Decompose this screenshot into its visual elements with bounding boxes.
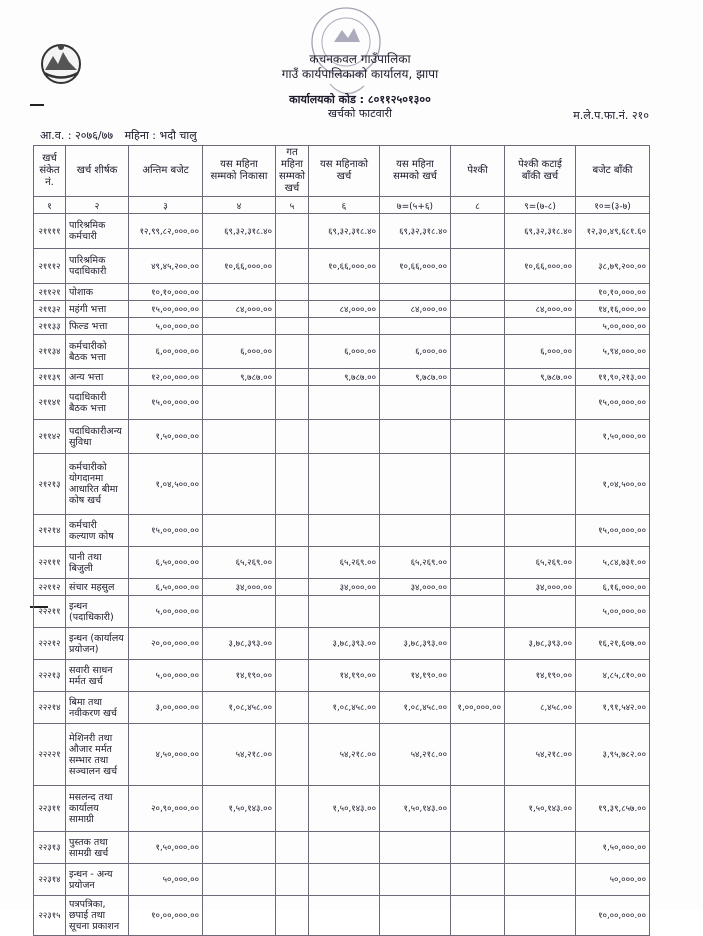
amount-cell bbox=[451, 547, 505, 579]
amount-cell: १४,१९०.०० bbox=[380, 660, 451, 692]
col-header: यस महिनाको खर्च bbox=[309, 146, 380, 197]
amount-cell bbox=[451, 369, 505, 386]
amount-cell bbox=[203, 454, 276, 515]
table-row bbox=[34, 596, 650, 628]
amount-cell bbox=[451, 786, 505, 832]
amount-cell bbox=[203, 386, 276, 420]
table-row bbox=[34, 284, 650, 301]
expense-title-cell: सवारी साधन मर्मत खर्च bbox=[66, 660, 129, 692]
amount-cell: १४,१६,०००.०० bbox=[576, 301, 650, 318]
amount-cell bbox=[380, 864, 451, 896]
amount-cell: १५,००,०००.०० bbox=[576, 515, 650, 547]
table-row bbox=[34, 832, 650, 864]
amount-cell bbox=[276, 454, 309, 515]
amount-cell: ४,५०,०००.०० bbox=[129, 724, 203, 786]
expense-title-cell: इन्धन (कार्यालय प्रयोजन) bbox=[66, 628, 129, 660]
amount-cell bbox=[451, 284, 505, 301]
amount-cell bbox=[505, 284, 576, 301]
expense-code-cell: २२२१४ bbox=[34, 692, 66, 724]
table-header-row bbox=[34, 146, 650, 197]
amount-cell: १५,००,०००.०० bbox=[129, 386, 203, 420]
amount-cell: १,५०,०००.०० bbox=[576, 420, 650, 454]
amount-cell bbox=[309, 318, 380, 335]
amount-cell bbox=[276, 301, 309, 318]
amount-cell bbox=[276, 369, 309, 386]
amount-cell bbox=[203, 596, 276, 628]
expense-title-cell: मसलन्द तथा कार्यालय सामाग्री bbox=[66, 786, 129, 832]
amount-cell bbox=[276, 284, 309, 301]
col-header: खर्च संकेत नं. bbox=[34, 146, 66, 197]
amount-cell: १,९१,५४२.०० bbox=[576, 692, 650, 724]
expense-code-cell: २२२११ bbox=[34, 596, 66, 628]
amount-cell bbox=[203, 832, 276, 864]
col-header: अन्तिम बजेट bbox=[129, 146, 203, 197]
table-row bbox=[34, 335, 650, 369]
amount-cell: ८४,०००.०० bbox=[203, 301, 276, 318]
amount-cell: १०,६६,०००.०० bbox=[203, 249, 276, 284]
amount-cell: ६५,२६९.०० bbox=[203, 547, 276, 579]
expense-title-cell: महंगी भत्ता bbox=[66, 301, 129, 318]
amount-cell bbox=[451, 420, 505, 454]
amount-cell bbox=[451, 249, 505, 284]
amount-cell: ३४,०००.०० bbox=[505, 579, 576, 596]
expense-title-cell: पोशाक bbox=[66, 284, 129, 301]
amount-cell: १,०८,४५८.०० bbox=[309, 692, 380, 724]
amount-cell bbox=[276, 660, 309, 692]
expense-title-cell: कर्मचारीको बैठक भत्ता bbox=[66, 335, 129, 369]
amount-cell bbox=[380, 318, 451, 335]
amount-cell: ९,७८७.०० bbox=[203, 369, 276, 386]
amount-cell bbox=[451, 579, 505, 596]
amount-cell: ५,८४,७३१.०० bbox=[576, 547, 650, 579]
col-header: पेश्की bbox=[451, 146, 505, 197]
amount-cell bbox=[309, 832, 380, 864]
amount-cell: १०,१०,०००.०० bbox=[129, 284, 203, 301]
amount-cell: २०,९०,०००.०० bbox=[129, 786, 203, 832]
column-index: १ bbox=[34, 197, 66, 214]
amount-cell: ६,५०,०००.०० bbox=[129, 547, 203, 579]
amount-cell bbox=[203, 420, 276, 454]
table-row bbox=[34, 249, 650, 284]
column-index: ४ bbox=[203, 197, 276, 214]
amount-cell: ३,७८,३९३.०० bbox=[203, 628, 276, 660]
amount-cell bbox=[505, 515, 576, 547]
amount-cell: १,५०,१४३.०० bbox=[309, 786, 380, 832]
amount-cell: ६९,३२,३१८.४० bbox=[505, 214, 576, 249]
column-index: २ bbox=[66, 197, 129, 214]
amount-cell bbox=[203, 515, 276, 547]
amount-cell: ६,५०,०००.०० bbox=[129, 579, 203, 596]
expense-title-cell: इन्धन (पदाधिकारी) bbox=[66, 596, 129, 628]
amount-cell: ४९,४५,२००.०० bbox=[129, 249, 203, 284]
amount-cell: ५०,०००.०० bbox=[576, 864, 650, 896]
amount-cell: १,५०,०००.०० bbox=[129, 832, 203, 864]
col-header: खर्च शीर्षक bbox=[66, 146, 129, 197]
amount-cell bbox=[203, 284, 276, 301]
amount-cell: ६,००,०००.०० bbox=[129, 335, 203, 369]
amount-cell bbox=[203, 318, 276, 335]
expense-code-cell: २११११ bbox=[34, 214, 66, 249]
amount-cell: ८४,०००.०० bbox=[380, 301, 451, 318]
expense-title-cell: अन्य भत्ता bbox=[66, 369, 129, 386]
amount-cell bbox=[380, 454, 451, 515]
table-row bbox=[34, 386, 650, 420]
amount-cell: १०,६६,०००.०० bbox=[505, 249, 576, 284]
nepal-emblem-logo bbox=[36, 42, 86, 86]
table-body bbox=[34, 214, 650, 936]
expense-title-cell: पदाधिकारी बैठक भत्ता bbox=[66, 386, 129, 420]
col-header: पेश्की कटाई बाँकी खर्च bbox=[505, 146, 576, 197]
amount-cell bbox=[276, 547, 309, 579]
amount-cell: ५,९४,०००.०० bbox=[576, 335, 650, 369]
amount-cell: १०,००,०००.०० bbox=[129, 896, 203, 936]
amount-cell bbox=[505, 318, 576, 335]
office-name: गाउँ कार्यपालिकाको कार्यालय, झापा bbox=[281, 67, 439, 81]
expense-table bbox=[33, 145, 650, 936]
amount-cell: ९,७८७.०० bbox=[505, 369, 576, 386]
expense-code-cell: २२२१३ bbox=[34, 660, 66, 692]
table-row bbox=[34, 301, 650, 318]
amount-cell bbox=[380, 896, 451, 936]
amount-cell bbox=[380, 284, 451, 301]
amount-cell: १,०८,४५८.०० bbox=[380, 692, 451, 724]
amount-cell bbox=[276, 786, 309, 832]
amount-cell bbox=[276, 579, 309, 596]
amount-cell: १४,१९०.०० bbox=[203, 660, 276, 692]
amount-cell bbox=[309, 420, 380, 454]
expense-code-cell: २११२१ bbox=[34, 284, 66, 301]
amount-cell bbox=[276, 896, 309, 936]
table-row bbox=[34, 454, 650, 515]
amount-cell: ८,४५८.०० bbox=[505, 692, 576, 724]
table-row bbox=[34, 786, 650, 832]
col-header: यस महिना सम्मको निकासा bbox=[203, 146, 276, 197]
amount-cell bbox=[276, 335, 309, 369]
amount-cell bbox=[276, 214, 309, 249]
report-month: महिना : भदौ चालु bbox=[124, 129, 197, 142]
amount-cell: ६,०००.०० bbox=[309, 335, 380, 369]
amount-cell: ६५,२६९.०० bbox=[309, 547, 380, 579]
amount-cell bbox=[309, 284, 380, 301]
expense-code-cell: २११३३ bbox=[34, 318, 66, 335]
expense-code-cell: २२२१२ bbox=[34, 628, 66, 660]
table-row bbox=[34, 660, 650, 692]
amount-cell: ६५,२६९.०० bbox=[380, 547, 451, 579]
amount-cell bbox=[451, 515, 505, 547]
table-row bbox=[34, 724, 650, 786]
table-row bbox=[34, 214, 650, 249]
amount-cell: १५,००,०००.०० bbox=[129, 301, 203, 318]
amount-cell bbox=[451, 724, 505, 786]
amount-cell bbox=[451, 386, 505, 420]
amount-cell bbox=[505, 420, 576, 454]
expense-code-cell: २२११२ bbox=[34, 579, 66, 596]
amount-cell: ५,००,०००.०० bbox=[129, 660, 203, 692]
amount-cell: ५,००,०००.०० bbox=[129, 596, 203, 628]
amount-cell: ३४,०००.०० bbox=[380, 579, 451, 596]
amount-cell: १,०८,४५८.०० bbox=[203, 692, 276, 724]
expense-code-cell: २११४२ bbox=[34, 420, 66, 454]
amount-cell: १५,००,०००.०० bbox=[576, 386, 650, 420]
column-index: ७=(५+६) bbox=[380, 197, 451, 214]
expense-title-cell: कर्मचारीको योगदानमा आधारित बीमा कोष खर्च bbox=[66, 454, 129, 515]
amount-cell bbox=[451, 660, 505, 692]
amount-cell: १०,६६,०००.०० bbox=[309, 249, 380, 284]
amount-cell bbox=[276, 596, 309, 628]
col-header: यस महिना सम्मको खर्च bbox=[380, 146, 451, 197]
expense-title-cell: फिल्ड भत्ता bbox=[66, 318, 129, 335]
expense-title-cell: पुस्तक तथा सामग्री खर्च bbox=[66, 832, 129, 864]
col-header: गत महिना सम्मको खर्च bbox=[276, 146, 309, 197]
amount-cell bbox=[505, 864, 576, 896]
expense-code-cell: २११३४ bbox=[34, 335, 66, 369]
amount-cell bbox=[276, 420, 309, 454]
amount-cell bbox=[451, 896, 505, 936]
amount-cell bbox=[276, 515, 309, 547]
amount-cell: ६९,३२,३१८.४० bbox=[203, 214, 276, 249]
amount-cell bbox=[276, 692, 309, 724]
amount-cell: ५४,२१८.०० bbox=[309, 724, 380, 786]
amount-cell: ३८,७९,२००.०० bbox=[576, 249, 650, 284]
table-row bbox=[34, 579, 650, 596]
amount-cell bbox=[276, 724, 309, 786]
amount-cell: ८४,०००.०० bbox=[505, 301, 576, 318]
table-row bbox=[34, 420, 650, 454]
amount-cell: ६,०००.०० bbox=[505, 335, 576, 369]
column-index: १०=(३-७) bbox=[576, 197, 650, 214]
amount-cell bbox=[505, 596, 576, 628]
expense-code-cell: २११४१ bbox=[34, 386, 66, 420]
amount-cell bbox=[309, 896, 380, 936]
column-index: ३ bbox=[129, 197, 203, 214]
expense-code-cell: २११३९ bbox=[34, 369, 66, 386]
amount-cell: १२,००,०००.०० bbox=[129, 369, 203, 386]
report-title: खर्चको फाटवारी bbox=[328, 107, 392, 120]
form-reference: म.ले.प.फा.नं. २१० bbox=[573, 109, 649, 122]
amount-cell: ५,००,०००.०० bbox=[576, 596, 650, 628]
expense-code-cell: २११३२ bbox=[34, 301, 66, 318]
amount-cell bbox=[276, 386, 309, 420]
column-index: ८ bbox=[451, 197, 505, 214]
amount-cell: १६,२१,६०७.०० bbox=[576, 628, 650, 660]
expense-title-cell: पानी तथा बिजुली bbox=[66, 547, 129, 579]
column-index: ६ bbox=[309, 197, 380, 214]
amount-cell: ३,९५,७८२.०० bbox=[576, 724, 650, 786]
amount-cell bbox=[380, 515, 451, 547]
expense-title-cell: पारिश्रमिक कर्मचारी bbox=[66, 214, 129, 249]
amount-cell bbox=[309, 864, 380, 896]
column-index-row bbox=[34, 197, 650, 214]
margin-mark bbox=[30, 104, 44, 106]
expense-code-cell: २२३१५ bbox=[34, 896, 66, 936]
amount-cell: ६,१६,०००.०० bbox=[576, 579, 650, 596]
expense-title-cell: बिमा तथा नवीकरण खर्च bbox=[66, 692, 129, 724]
amount-cell: १२,३०,४९,६८१.६० bbox=[576, 214, 650, 249]
amount-cell: ६९,३२,३१८.४० bbox=[380, 214, 451, 249]
amount-cell: ६९,३२,३१८.४० bbox=[309, 214, 380, 249]
amount-cell: ५,००,०००.०० bbox=[129, 318, 203, 335]
amount-cell bbox=[380, 386, 451, 420]
expense-code-cell: २१२१४ bbox=[34, 515, 66, 547]
amount-cell bbox=[451, 864, 505, 896]
column-index: ९=(७-८) bbox=[505, 197, 576, 214]
amount-cell bbox=[451, 628, 505, 660]
amount-cell bbox=[451, 832, 505, 864]
expense-code-cell: २१११२ bbox=[34, 249, 66, 284]
amount-cell: ९,७८७.०० bbox=[380, 369, 451, 386]
expense-code-cell: २२३१३ bbox=[34, 832, 66, 864]
expense-code-cell: २२३११ bbox=[34, 786, 66, 832]
expense-title-cell: कर्मचारी कल्याण कोष bbox=[66, 515, 129, 547]
amount-cell: ४,८५,८१०.०० bbox=[576, 660, 650, 692]
amount-cell: १,००,०००.०० bbox=[451, 692, 505, 724]
expense-code-cell: २१२१३ bbox=[34, 454, 66, 515]
amount-cell: ५,००,०००.०० bbox=[576, 318, 650, 335]
amount-cell: १५,००,०००.०० bbox=[129, 515, 203, 547]
amount-cell bbox=[505, 386, 576, 420]
expense-code-cell: २२२२१ bbox=[34, 724, 66, 786]
amount-cell bbox=[451, 596, 505, 628]
amount-cell bbox=[203, 864, 276, 896]
amount-cell: ६,०००.०० bbox=[203, 335, 276, 369]
amount-cell bbox=[309, 386, 380, 420]
expense-title-cell: मेशिनरी तथा औजार मर्मत सम्भार तथा सञ्चालन खर्च bbox=[66, 724, 129, 786]
table-row bbox=[34, 369, 650, 386]
amount-cell: ३,७८,३९३.०० bbox=[505, 628, 576, 660]
fiscal-year: आ.व. : २०७६/७७ bbox=[40, 129, 114, 142]
amount-cell: १०,१०,०००.०० bbox=[576, 284, 650, 301]
amount-cell bbox=[276, 249, 309, 284]
amount-cell: १,०४,५००.०० bbox=[576, 454, 650, 515]
amount-cell: ९,७८७.०० bbox=[309, 369, 380, 386]
amount-cell bbox=[276, 864, 309, 896]
amount-cell: ३,७८,३९३.०० bbox=[380, 628, 451, 660]
expense-title-cell: पदाधिकारीअन्य सुविधा bbox=[66, 420, 129, 454]
table-row bbox=[34, 692, 650, 724]
amount-cell bbox=[309, 454, 380, 515]
amount-cell: ११,९०,२१३.०० bbox=[576, 369, 650, 386]
amount-cell: १२,९९,८२,०००.०० bbox=[129, 214, 203, 249]
amount-cell bbox=[380, 420, 451, 454]
amount-cell: ८४,०००.०० bbox=[309, 301, 380, 318]
amount-cell bbox=[203, 896, 276, 936]
amount-cell: १,५०,१४३.०० bbox=[203, 786, 276, 832]
amount-cell: १,५०,०००.०० bbox=[576, 832, 650, 864]
amount-cell: १०,००,०००.०० bbox=[576, 896, 650, 936]
amount-cell bbox=[309, 515, 380, 547]
table-row bbox=[34, 628, 650, 660]
amount-cell bbox=[276, 832, 309, 864]
amount-cell: ३४,०००.०० bbox=[309, 579, 380, 596]
amount-cell: ५०,०००.०० bbox=[129, 864, 203, 896]
expense-code-cell: २२१११ bbox=[34, 547, 66, 579]
amount-cell bbox=[505, 896, 576, 936]
table-row bbox=[34, 318, 650, 335]
report-meta bbox=[40, 128, 205, 143]
amount-cell: ३,७८,३९३.०० bbox=[309, 628, 380, 660]
amount-cell: ५४,२१८.०० bbox=[505, 724, 576, 786]
amount-cell: १,५०,१४३.०० bbox=[505, 786, 576, 832]
amount-cell bbox=[276, 628, 309, 660]
table-row bbox=[34, 547, 650, 579]
amount-cell: ५४,२१८.०० bbox=[380, 724, 451, 786]
amount-cell: १४,१९०.०० bbox=[309, 660, 380, 692]
table-row bbox=[34, 515, 650, 547]
table-row bbox=[34, 896, 650, 936]
expense-title-cell: पत्रपत्रिका, छपाई तथा सूचना प्रकाशन bbox=[66, 896, 129, 936]
amount-cell bbox=[451, 454, 505, 515]
amount-cell: १,०४,५००.०० bbox=[129, 454, 203, 515]
amount-cell: ३४,०००.०० bbox=[203, 579, 276, 596]
municipality-name: कचनकवल गाउँपालिका bbox=[309, 52, 411, 66]
amount-cell: ६,०००.०० bbox=[380, 335, 451, 369]
amount-cell bbox=[451, 318, 505, 335]
amount-cell: २०,००,०००.०० bbox=[129, 628, 203, 660]
amount-cell bbox=[451, 335, 505, 369]
expense-title-cell: पारिश्रमिक पदाधिकारी bbox=[66, 249, 129, 284]
amount-cell bbox=[451, 214, 505, 249]
amount-cell: १,५०,१४३.०० bbox=[380, 786, 451, 832]
amount-cell bbox=[276, 318, 309, 335]
amount-cell bbox=[451, 301, 505, 318]
amount-cell bbox=[380, 832, 451, 864]
expense-title-cell: संचार महसुल bbox=[66, 579, 129, 596]
amount-cell: १९,३९,८५७.०० bbox=[576, 786, 650, 832]
amount-cell: ६५,२६९.०० bbox=[505, 547, 576, 579]
amount-cell: १४,१९०.०० bbox=[505, 660, 576, 692]
amount-cell bbox=[505, 832, 576, 864]
office-code: कार्यालयको कोड : ८०११२५०१३०० bbox=[289, 93, 431, 106]
expense-code-cell: २२३१४ bbox=[34, 864, 66, 896]
amount-cell bbox=[380, 596, 451, 628]
amount-cell: ५४,२१८.०० bbox=[203, 724, 276, 786]
amount-cell: १०,६६,०००.०० bbox=[380, 249, 451, 284]
expense-title-cell: इन्धन - अन्य प्रयोजन bbox=[66, 864, 129, 896]
amount-cell: ३,००,०००.०० bbox=[129, 692, 203, 724]
amount-cell: १,५०,०००.०० bbox=[129, 420, 203, 454]
col-header: बजेट बाँकी bbox=[576, 146, 650, 197]
amount-cell bbox=[309, 596, 380, 628]
column-index: ५ bbox=[276, 197, 309, 214]
amount-cell bbox=[505, 454, 576, 515]
table-row bbox=[34, 864, 650, 896]
